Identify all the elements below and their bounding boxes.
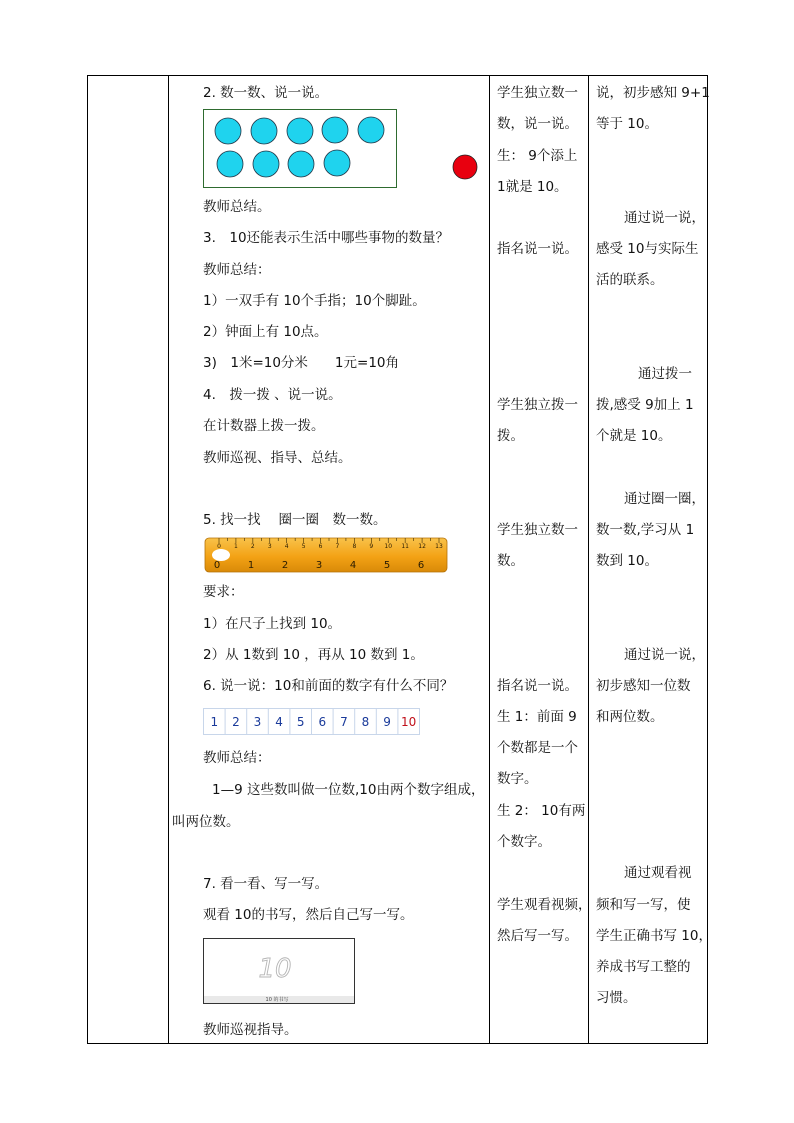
step-6-heading: 6. 说一说：10和前面的数字有什么不同？ (203, 678, 454, 694)
red-circle (453, 155, 477, 179)
ruler-top-label: 11 (401, 543, 409, 550)
requirement-2: 2）从 1数到 10 ，再从 10 数到 1。 (203, 647, 424, 663)
intent-line: 感受 10与实际生 (596, 241, 699, 257)
ruler-top-label: 9 (369, 543, 374, 550)
circles-figure (203, 109, 478, 193)
ruler-bottom-label: 6 (417, 560, 425, 571)
writing-video-thumbnail[interactable] (203, 938, 355, 1008)
ruler-top-label: 5 (301, 543, 306, 550)
student-line: 生 2： 10有两 (497, 803, 586, 819)
intent-line: 通过拨一 (638, 366, 692, 382)
watch-write-instruction: 观看 10的书写，然后自己写一写。 (203, 907, 414, 923)
student-line: 指名说一说。 (497, 678, 578, 694)
student-line: 学生独立拨一 (497, 397, 578, 413)
step-2-heading: 2. 数一数、说一说。 (203, 85, 329, 101)
number-cell: 10 (401, 715, 417, 729)
ruler-top-label: 10 (384, 543, 393, 550)
table-border-bottom (87, 1043, 708, 1044)
intent-line: 学生正确书写 10， (596, 928, 712, 944)
student-line: 1就是 10。 (497, 179, 568, 195)
student-line: 个数字。 (497, 834, 551, 850)
cyan-circle (358, 117, 384, 143)
ruler-top-label: 0 (217, 543, 221, 550)
student-line: 个数都是一个 (497, 740, 578, 756)
intent-line: 个就是 10。 (596, 428, 672, 444)
ruler-top-label: 13 (435, 543, 443, 550)
intent-line: 通过说一说， (624, 210, 705, 226)
abacus-instruction: 在计数器上拨一拨。 (203, 418, 325, 434)
ruler-top-label: 2 (250, 543, 255, 550)
student-line: 数字。 (497, 771, 538, 787)
student-line: 指名说一说。 (497, 241, 578, 257)
ruler-top-label: 4 (284, 543, 289, 550)
intent-line: 等于 10。 (596, 116, 658, 132)
ruler-top-label: 12 (418, 543, 426, 550)
intent-line: 养成书写工整的 (596, 959, 691, 975)
intent-line: 数一数,学习从 1 (596, 522, 695, 538)
teacher-summary-1: 教师总结。 (203, 199, 271, 215)
video-caption: 10 的书写 (265, 997, 289, 1003)
step-4-heading: 4. 拨一拨 、说一说。 (203, 387, 342, 403)
cyan-circle (287, 118, 313, 144)
number-row-figure (203, 708, 423, 740)
intent-line: 通过观看视 (624, 865, 692, 881)
number-cell: 8 (361, 715, 370, 729)
student-line: 数。 (497, 553, 524, 569)
student-line: 学生观看视频， (497, 897, 592, 913)
ruler-bottom-label: 3 (315, 560, 323, 571)
step-3-heading: 3. 10还能表示生活中哪些事物的数量？ (203, 230, 450, 246)
cyan-circle (251, 118, 277, 144)
student-line: 生： 9个添上 (497, 148, 578, 164)
student-line: 学生独立数一 (497, 522, 578, 538)
intent-line: 通过圈一圈， (624, 491, 705, 507)
ruler-bottom-label: 2 (281, 560, 289, 571)
ruler-top-label: 6 (318, 543, 323, 550)
cyan-circle (253, 151, 279, 177)
number-cell: 6 (318, 715, 327, 729)
ruler-body (205, 538, 447, 572)
ruler-figure (203, 535, 449, 579)
number-cell: 7 (340, 715, 348, 729)
intent-line: 频和写一写，使 (596, 897, 691, 913)
number-cell: 9 (383, 715, 391, 729)
summary-digits: 1—9 这些数叫做一位数,10由两个数字组成， (212, 782, 485, 798)
intent-line: 活的联系。 (596, 272, 664, 288)
ruler-top-label: 1 (234, 543, 238, 550)
teacher-summary-3: 教师总结： (203, 750, 271, 766)
intent-line: 说，初步感知 9+1 (596, 85, 710, 101)
ruler-top-label: 3 (267, 543, 272, 550)
intent-line: 通过说一说， (624, 647, 705, 663)
student-line: 拨。 (497, 428, 524, 444)
teacher-guidance: 教师巡视、指导、总结。 (203, 450, 352, 466)
table-divider-1 (168, 75, 169, 1044)
ruler-bottom-label: 5 (383, 560, 391, 571)
number-cell: 1 (210, 715, 219, 729)
number-cell: 2 (232, 715, 240, 729)
video-number: 10 (258, 954, 292, 984)
teacher-patrol: 教师巡视指导。 (203, 1022, 298, 1038)
step-5-heading: 5. 找一找 圈一圈 数一数。 (203, 512, 387, 528)
number-cell: 5 (296, 715, 305, 729)
student-line: 学生独立数一 (497, 85, 578, 101)
cyan-circle (215, 118, 241, 144)
summary-two-digit: 叫两位数。 (172, 814, 240, 830)
table-border-top (87, 75, 708, 76)
table-border-right (707, 75, 708, 1044)
ruler-bottom-label: 4 (349, 560, 357, 571)
student-line: 生 1：前面 9 (497, 709, 577, 725)
ruler-bottom-label: 1 (247, 560, 255, 571)
ruler-top-label: 7 (335, 543, 340, 550)
step-7-heading: 7. 看一看、写一写。 (203, 876, 329, 892)
requirement-1: 1）在尺子上找到 10。 (203, 616, 342, 632)
example-clock: 2）钟面上有 10点。 (203, 324, 328, 340)
table-divider-2 (489, 75, 490, 1044)
example-hands: 1）一双手有 10个手指；10个脚趾。 (203, 293, 426, 309)
intent-line: 习惯。 (596, 990, 637, 1006)
intent-line: 拨,感受 9加上 1 (596, 397, 694, 413)
intent-line: 和两位数。 (596, 709, 664, 725)
requirements-label: 要求： (203, 584, 244, 600)
number-cell: 4 (275, 715, 283, 729)
teacher-summary-2: 教师总结： (203, 262, 271, 278)
student-line: 数，说一说。 (497, 116, 578, 132)
example-units: 3) 1米=10分米 1元=10角 (203, 355, 400, 371)
cyan-circle (322, 117, 348, 143)
cyan-circle (217, 151, 243, 177)
table-border-left (87, 75, 88, 1044)
ruler-bottom-label: 0 (213, 560, 221, 571)
student-line: 然后写一写。 (497, 928, 578, 944)
cyan-circle (324, 150, 350, 176)
intent-line: 数到 10。 (596, 553, 658, 569)
ruler-top-label: 8 (352, 543, 357, 550)
number-cell: 3 (253, 715, 262, 729)
intent-line: 初步感知一位数 (596, 678, 691, 694)
cyan-circle (288, 151, 314, 177)
